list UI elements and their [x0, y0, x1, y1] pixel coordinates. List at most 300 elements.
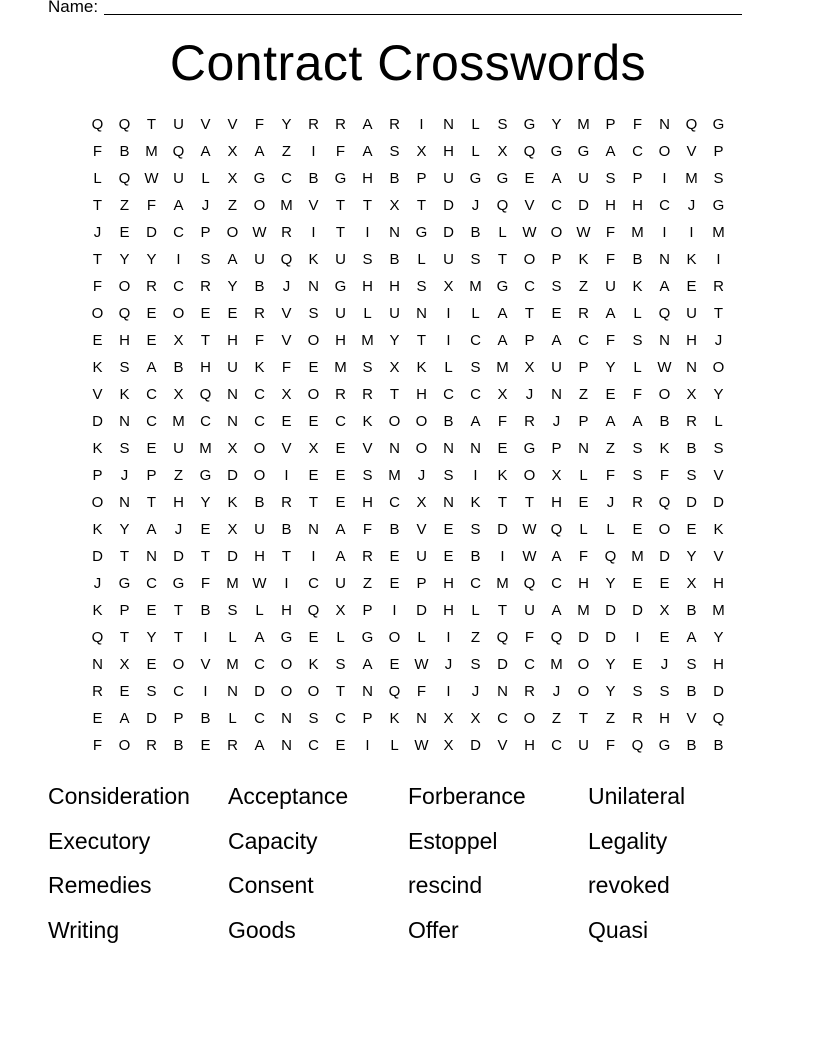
- grid-letter: S: [119, 359, 130, 376]
- grid-letter: O: [388, 413, 401, 430]
- grid-letter: S: [632, 467, 643, 484]
- grid-letter: P: [173, 710, 184, 727]
- grid-letter: Y: [551, 116, 562, 133]
- grid-letter: Q: [658, 305, 671, 322]
- grid-letter: S: [443, 467, 454, 484]
- grid-letter: Z: [605, 440, 616, 457]
- grid-letter: C: [497, 710, 508, 727]
- grid-letter: Y: [713, 629, 724, 646]
- word-list: [48, 778, 768, 956]
- grid-letter: W: [414, 737, 429, 754]
- grid-row: [84, 354, 732, 381]
- grid-letter: P: [146, 467, 157, 484]
- grid-letter: C: [524, 278, 535, 295]
- grid-letter: E: [389, 575, 400, 592]
- grid-letter: Y: [686, 548, 697, 565]
- grid-letter: R: [281, 224, 292, 241]
- grid-letter: R: [281, 494, 292, 511]
- grid-letter: X: [524, 359, 535, 376]
- grid-letter: X: [335, 602, 346, 619]
- grid-letter: O: [307, 386, 320, 403]
- grid-letter: T: [308, 494, 319, 511]
- grid-letter: K: [632, 278, 643, 295]
- grid-letter: T: [200, 548, 211, 565]
- grid-letter: L: [363, 305, 372, 322]
- grid-row: [84, 246, 732, 273]
- grid-letter: Z: [578, 278, 589, 295]
- grid-letter: X: [227, 440, 238, 457]
- grid-letter: H: [605, 197, 616, 214]
- grid-letter: A: [362, 143, 373, 160]
- grid-letter: I: [446, 332, 451, 349]
- grid-letter: I: [689, 224, 694, 241]
- grid-letter: E: [92, 332, 103, 349]
- grid-letter: S: [713, 170, 724, 187]
- grid-letter: Q: [604, 548, 617, 565]
- grid-letter: F: [605, 224, 616, 241]
- grid-letter: B: [470, 548, 481, 565]
- grid-letter: I: [446, 683, 451, 700]
- grid-letter: D: [227, 467, 238, 484]
- grid-letter: U: [443, 170, 454, 187]
- grid-letter: L: [606, 521, 615, 538]
- grid-letter: J: [444, 656, 453, 673]
- grid-letter: W: [576, 224, 591, 241]
- grid-letter: O: [253, 197, 266, 214]
- grid-letter: R: [308, 116, 319, 133]
- grid-letter: O: [577, 656, 590, 673]
- grid-letter: X: [227, 143, 238, 160]
- grid-letter: M: [712, 224, 725, 241]
- grid-letter: T: [200, 332, 211, 349]
- grid-row: [84, 435, 732, 462]
- grid-letter: U: [173, 116, 184, 133]
- grid-letter: F: [92, 278, 103, 295]
- grid-letter: L: [579, 521, 588, 538]
- grid-letter: A: [362, 656, 373, 673]
- grid-letter: H: [632, 197, 643, 214]
- grid-letter: T: [146, 116, 157, 133]
- grid-letter: L: [201, 170, 210, 187]
- grid-letter: C: [551, 197, 562, 214]
- grid-letter: E: [686, 278, 697, 295]
- grid-letter: D: [92, 413, 103, 430]
- grid-letter: O: [280, 683, 293, 700]
- grid-letter: X: [119, 656, 130, 673]
- grid-letter: N: [92, 656, 103, 673]
- grid-letter: P: [551, 440, 562, 457]
- grid-letter: G: [577, 143, 590, 160]
- grid-letter: K: [416, 359, 427, 376]
- grid-row: [84, 111, 732, 138]
- grid-letter: O: [91, 494, 104, 511]
- grid-letter: N: [227, 683, 238, 700]
- word-list-item: revoked: [588, 872, 670, 898]
- grid-letter: H: [200, 359, 211, 376]
- grid-letter: E: [200, 737, 211, 754]
- grid-letter: N: [551, 386, 562, 403]
- grid-letter: E: [632, 656, 643, 673]
- grid-letter: F: [578, 548, 589, 565]
- grid-letter: S: [227, 602, 238, 619]
- word-list-item: Executory: [48, 827, 151, 854]
- grid-letter: E: [308, 467, 319, 484]
- grid-letter: T: [416, 332, 427, 349]
- grid-letter: H: [443, 575, 454, 592]
- grid-letter: N: [389, 224, 400, 241]
- grid-letter: T: [173, 629, 184, 646]
- grid-letter: K: [227, 494, 238, 511]
- grid-letter: C: [254, 386, 265, 403]
- grid-letter: T: [713, 305, 724, 322]
- grid-letter: G: [334, 278, 347, 295]
- grid-letter: V: [497, 737, 508, 754]
- grid-letter: T: [497, 602, 508, 619]
- grid-letter: Q: [118, 170, 131, 187]
- grid-letter: M: [577, 602, 590, 619]
- grid-letter: T: [119, 629, 130, 646]
- grid-letter: C: [173, 224, 184, 241]
- grid-letter: B: [686, 737, 697, 754]
- grid-letter: R: [686, 413, 697, 430]
- grid-letter: H: [281, 602, 292, 619]
- grid-letter: T: [389, 386, 400, 403]
- grid-letter: V: [227, 116, 238, 133]
- grid-letter: C: [578, 332, 589, 349]
- grid-letter: G: [415, 224, 428, 241]
- grid-letter: G: [523, 116, 536, 133]
- grid-letter: F: [605, 251, 616, 268]
- grid-letter: U: [686, 305, 697, 322]
- grid-letter: Y: [227, 278, 238, 295]
- grid-letter: E: [605, 386, 616, 403]
- grid-letter: B: [389, 251, 400, 268]
- grid-letter: E: [227, 305, 238, 322]
- grid-letter: D: [686, 494, 697, 511]
- grid-letter: O: [172, 656, 185, 673]
- grid-letter: I: [365, 737, 370, 754]
- grid-letter: C: [470, 386, 481, 403]
- grid-letter: L: [471, 602, 480, 619]
- grid-letter: M: [172, 413, 185, 430]
- grid-letter: N: [119, 494, 130, 511]
- grid-letter: V: [686, 143, 697, 160]
- grid-letter: M: [388, 467, 401, 484]
- grid-letter: T: [578, 710, 589, 727]
- grid-letter: T: [335, 683, 346, 700]
- grid-letter: S: [686, 467, 697, 484]
- grid-letter: T: [335, 197, 346, 214]
- grid-letter: C: [524, 656, 535, 673]
- grid-letter: K: [119, 386, 130, 403]
- grid-letter: M: [199, 440, 212, 457]
- grid-letter: L: [93, 170, 102, 187]
- grid-letter: O: [280, 656, 293, 673]
- grid-letter: M: [496, 575, 509, 592]
- grid-letter: H: [362, 494, 373, 511]
- grid-letter: W: [657, 359, 672, 376]
- grid-letter: S: [659, 683, 670, 700]
- grid-letter: B: [686, 440, 697, 457]
- grid-letter: N: [443, 494, 454, 511]
- grid-letter: U: [254, 251, 265, 268]
- grid-letter: N: [362, 683, 373, 700]
- grid-letter: U: [254, 521, 265, 538]
- grid-letter: T: [92, 251, 103, 268]
- grid-letter: H: [578, 575, 589, 592]
- grid-letter: X: [551, 467, 562, 484]
- grid-letter: E: [335, 467, 346, 484]
- grid-letter: L: [471, 143, 480, 160]
- grid-letter: P: [578, 359, 589, 376]
- grid-letter: Z: [362, 575, 373, 592]
- grid-letter: K: [362, 413, 373, 430]
- grid-letter: G: [334, 170, 347, 187]
- grid-letter: T: [524, 494, 535, 511]
- grid-letter: A: [173, 197, 184, 214]
- grid-letter: E: [335, 737, 346, 754]
- grid-letter: X: [227, 521, 238, 538]
- grid-letter: H: [416, 386, 427, 403]
- grid-letter: C: [308, 575, 319, 592]
- grid-letter: A: [551, 332, 562, 349]
- grid-letter: Q: [658, 494, 671, 511]
- grid-row: [84, 327, 732, 354]
- grid-letter: J: [417, 467, 426, 484]
- grid-letter: Q: [550, 629, 563, 646]
- grid-letter: G: [496, 170, 509, 187]
- grid-letter: I: [419, 116, 424, 133]
- grid-letter: O: [550, 224, 563, 241]
- grid-letter: L: [714, 413, 723, 430]
- grid-letter: X: [416, 494, 427, 511]
- grid-letter: O: [523, 710, 536, 727]
- grid-letter: U: [578, 737, 589, 754]
- grid-letter: O: [658, 521, 671, 538]
- grid-letter: M: [712, 602, 725, 619]
- grid-letter: L: [228, 629, 237, 646]
- grid-letter: G: [253, 170, 266, 187]
- grid-letter: E: [335, 494, 346, 511]
- grid-letter: V: [308, 197, 319, 214]
- grid-letter: L: [390, 737, 399, 754]
- grid-letter: A: [254, 143, 265, 160]
- grid-letter: X: [389, 197, 400, 214]
- grid-letter: K: [686, 251, 697, 268]
- grid-letter: Q: [712, 710, 725, 727]
- grid-letter: K: [470, 494, 481, 511]
- grid-letter: N: [281, 710, 292, 727]
- grid-letter: F: [605, 737, 616, 754]
- grid-letter: X: [659, 602, 670, 619]
- grid-letter: J: [552, 683, 561, 700]
- grid-letter: C: [281, 170, 292, 187]
- grid-letter: W: [144, 170, 159, 187]
- grid-letter: V: [416, 521, 427, 538]
- grid-letter: D: [605, 602, 616, 619]
- grid-letter: A: [227, 251, 238, 268]
- grid-letter: N: [497, 683, 508, 700]
- grid-letter: T: [497, 494, 508, 511]
- grid-letter: V: [362, 440, 373, 457]
- grid-letter: V: [281, 440, 292, 457]
- grid-letter: S: [146, 683, 157, 700]
- grid-letter: S: [416, 278, 427, 295]
- grid-letter: K: [92, 521, 103, 538]
- grid-letter: D: [632, 602, 643, 619]
- grid-letter: Z: [281, 143, 292, 160]
- grid-letter: Q: [172, 143, 185, 160]
- grid-letter: B: [200, 602, 211, 619]
- word-search-grid: [84, 111, 732, 759]
- grid-letter: L: [444, 359, 453, 376]
- grid-letter: C: [254, 413, 265, 430]
- grid-letter: X: [686, 386, 697, 403]
- grid-letter: T: [362, 197, 373, 214]
- grid-letter: M: [469, 278, 482, 295]
- grid-letter: F: [254, 116, 265, 133]
- grid-letter: S: [470, 656, 481, 673]
- grid-letter: W: [522, 224, 537, 241]
- word-list-item: Consideration: [48, 783, 190, 809]
- grid-letter: D: [659, 548, 670, 565]
- grid-letter: C: [551, 737, 562, 754]
- grid-letter: I: [284, 575, 289, 592]
- grid-letter: J: [525, 386, 534, 403]
- grid-letter: C: [659, 197, 670, 214]
- grid-letter: Q: [199, 386, 212, 403]
- grid-letter: K: [497, 467, 508, 484]
- grid-letter: M: [226, 656, 239, 673]
- grid-letter: Y: [713, 386, 724, 403]
- grid-letter: H: [119, 332, 130, 349]
- grid-letter: S: [389, 143, 400, 160]
- grid-letter: S: [632, 683, 643, 700]
- grid-letter: N: [416, 710, 427, 727]
- grid-letter: P: [416, 575, 427, 592]
- grid-letter: G: [361, 629, 374, 646]
- grid-letter: M: [145, 143, 158, 160]
- grid-letter: B: [200, 710, 211, 727]
- grid-letter: N: [659, 116, 670, 133]
- grid-letter: R: [713, 278, 724, 295]
- grid-letter: I: [311, 143, 316, 160]
- grid-letter: I: [662, 170, 667, 187]
- grid-letter: N: [578, 440, 589, 457]
- grid-letter: O: [118, 278, 131, 295]
- grid-letter: O: [415, 440, 428, 457]
- grid-letter: R: [632, 494, 643, 511]
- word-list-item: Estoppel: [408, 827, 498, 854]
- grid-letter: F: [632, 386, 643, 403]
- grid-letter: Q: [91, 116, 104, 133]
- grid-letter: I: [203, 683, 208, 700]
- grid-row: [84, 462, 732, 489]
- grid-letter: C: [254, 656, 265, 673]
- grid-letter: F: [146, 197, 157, 214]
- grid-letter: E: [200, 305, 211, 322]
- grid-letter: K: [92, 440, 103, 457]
- grid-letter: K: [389, 710, 400, 727]
- grid-letter: H: [443, 602, 454, 619]
- grid-letter: J: [687, 197, 696, 214]
- grid-letter: T: [173, 602, 184, 619]
- name-field-line[interactable]: [104, 14, 742, 15]
- grid-letter: G: [712, 197, 725, 214]
- grid-letter: A: [254, 629, 265, 646]
- grid-letter: P: [578, 413, 589, 430]
- grid-letter: B: [389, 170, 400, 187]
- grid-letter: V: [281, 305, 292, 322]
- grid-letter: D: [92, 548, 103, 565]
- grid-letter: U: [389, 305, 400, 322]
- grid-letter: S: [632, 440, 643, 457]
- grid-letter: G: [280, 629, 293, 646]
- grid-letter: S: [308, 710, 319, 727]
- grid-letter: E: [146, 602, 157, 619]
- grid-letter: A: [146, 359, 157, 376]
- grid-letter: Q: [118, 116, 131, 133]
- grid-letter: M: [631, 224, 644, 241]
- grid-letter: N: [227, 386, 238, 403]
- grid-letter: C: [146, 386, 157, 403]
- grid-letter: R: [227, 737, 238, 754]
- grid-letter: E: [497, 440, 508, 457]
- grid-letter: H: [389, 278, 400, 295]
- grid-letter: K: [308, 251, 319, 268]
- grid-letter: T: [92, 197, 103, 214]
- grid-letter: Y: [605, 656, 616, 673]
- grid-letter: J: [93, 224, 102, 241]
- word-list-item: Consent: [228, 872, 314, 898]
- grid-letter: K: [659, 440, 670, 457]
- grid-letter: J: [552, 413, 561, 430]
- grid-letter: S: [605, 170, 616, 187]
- grid-row: [84, 489, 732, 516]
- grid-letter: U: [227, 359, 238, 376]
- grid-letter: A: [605, 143, 616, 160]
- grid-letter: F: [416, 683, 427, 700]
- grid-letter: K: [92, 359, 103, 376]
- grid-letter: Q: [685, 116, 698, 133]
- grid-letter: Y: [146, 251, 157, 268]
- word-list-item: Offer: [408, 916, 459, 943]
- grid-letter: M: [361, 332, 374, 349]
- grid-letter: E: [389, 656, 400, 673]
- grid-letter: U: [416, 548, 427, 565]
- grid-letter: N: [416, 305, 427, 322]
- grid-letter: H: [659, 710, 670, 727]
- grid-letter: E: [335, 440, 346, 457]
- grid-letter: Q: [550, 521, 563, 538]
- grid-letter: F: [362, 521, 373, 538]
- grid-letter: V: [200, 656, 211, 673]
- grid-letter: A: [605, 413, 616, 430]
- grid-letter: X: [173, 332, 184, 349]
- grid-letter: Q: [388, 683, 401, 700]
- grid-letter: O: [712, 359, 725, 376]
- grid-letter: R: [146, 278, 157, 295]
- grid-letter: B: [686, 683, 697, 700]
- grid-letter: A: [551, 602, 562, 619]
- grid-letter: P: [119, 602, 130, 619]
- grid-letter: U: [173, 170, 184, 187]
- grid-letter: S: [335, 656, 346, 673]
- grid-letter: B: [308, 170, 319, 187]
- grid-letter: H: [551, 494, 562, 511]
- grid-letter: L: [417, 251, 426, 268]
- grid-letter: R: [146, 737, 157, 754]
